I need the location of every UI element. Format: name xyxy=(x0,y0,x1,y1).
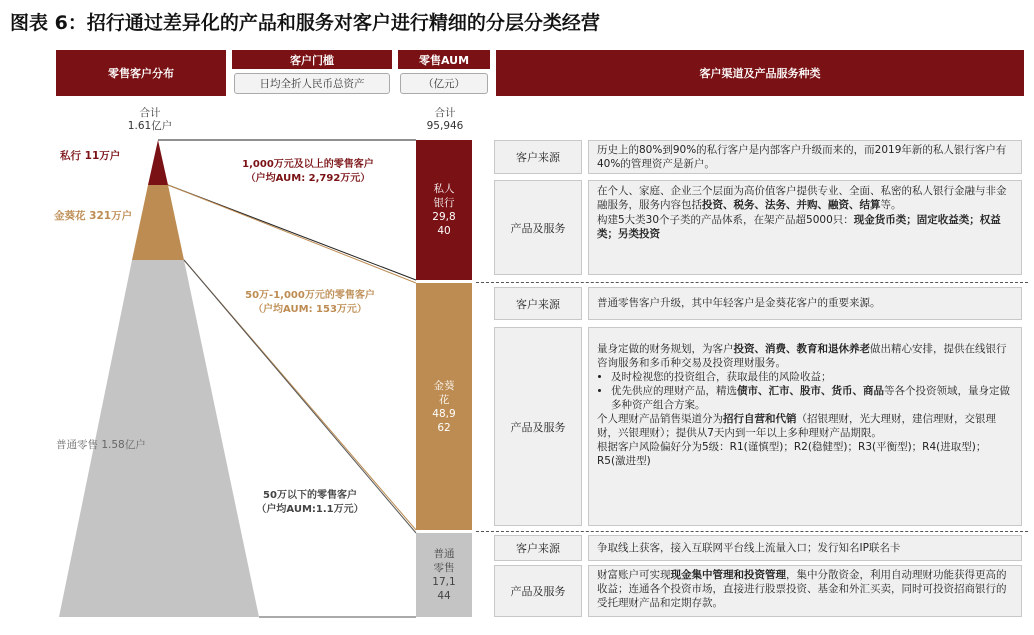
aum-bar-regular-line3: 17,1 xyxy=(432,576,456,588)
sunflower-p1-b: 投资、消费、教育和退休养老 xyxy=(733,343,870,355)
header-distribution: 零售客户分布 xyxy=(56,50,226,96)
header-aum-sub: （亿元） xyxy=(400,73,488,94)
customers-total-label: 合计 xyxy=(139,107,161,119)
regular-source-label: 客户来源 xyxy=(494,535,582,561)
sunflower-p2-a: 个人理财产品销售渠道分为 xyxy=(597,413,723,425)
aum-bar-sunflower-line3: 48,9 xyxy=(432,407,456,420)
private-product-text-1: 在个人、家庭、企业三个层面为高价值客户提供专业、全面、私密的私人银行金融与非金融服务，服务内容包括 xyxy=(597,185,1007,212)
private-product-bold-1: 投资、税务、法务、并购、融资、结算 xyxy=(702,199,881,212)
callout-private-line1: 1,000万元及以上的零售客户 xyxy=(242,159,374,170)
header-services: 客户渠道及产品服务种类 xyxy=(496,50,1024,96)
aum-bar-private-line2: 银行 xyxy=(433,197,455,209)
aum-bar-sunflower-line4: 62 xyxy=(437,421,451,434)
aum-bar-regular xyxy=(416,533,472,617)
figure-title: 图表 6：招行通过差异化的产品和服务对客户进行精细的分层分类经营 xyxy=(10,12,600,34)
header-aum: 零售AUM xyxy=(398,50,490,69)
callout-regular xyxy=(230,489,390,517)
sunflower-product-label: 产品及服务 xyxy=(494,327,582,526)
customers-total-value: 1.61亿户 xyxy=(127,120,173,132)
aum-bar-sunflower xyxy=(416,283,472,530)
sunflower-paragraph-3: 根据客户风险偏好分为5级：R1(谨慎型)；R2(稳健型)；R3(平衡型)；R4(进取型)；R5(激进型) xyxy=(597,441,987,467)
regular-product-label: 产品及服务 xyxy=(494,565,582,617)
regular-product-c: ，集中分散资金，利用自动理财功能获得更高的收益；连通各个投资市场，直接进行股票投资、基金和外汇买卖，同时可投资招商银行的受托理财产品和定期存款。 xyxy=(597,569,1007,609)
regular-product-a: 财富账户可实现 xyxy=(597,569,671,581)
callout-sunflower-line2: （户均AUM: 153万元） xyxy=(253,304,367,315)
sunflower-bullet-2 xyxy=(611,384,1013,412)
aum-bar-sunflower-line1: 金葵 xyxy=(433,379,455,392)
regular-source-text xyxy=(588,535,1022,561)
sunflower-bullet-2-a: 优先供应的理财产品，精选 xyxy=(611,385,737,397)
callout-regular-line2: （户均AUM:1.1万元） xyxy=(256,504,364,515)
sunflower-p1-a: 量身定做的财务规划，为客户 xyxy=(597,343,734,355)
sunflower-bullet-2-b: 债市、汇市、股市、货币、商品 xyxy=(737,385,884,397)
aum-bar-private-line3: 29,8 xyxy=(432,211,456,223)
private-product-text-2: 等。 xyxy=(880,199,902,212)
pyramid-sunflower-segment xyxy=(132,185,184,260)
callout-sunflower xyxy=(220,289,400,317)
sunflower-p2-b: 招行自营和代销 xyxy=(723,413,797,425)
aum-total-label: 合计 xyxy=(434,107,456,119)
sunflower-p2-c: （招银理财，光大理财，建信理财，交银理财，兴银理财）；提供从7天内到一年以上多种理财产品期限。 xyxy=(597,413,996,439)
sunflower-product-text xyxy=(588,327,1022,526)
tier-name-regular: 普通零售 1.58亿户 xyxy=(56,439,146,451)
sunflower-source-paragraph: 普通零售客户升级，其中年轻客户是金葵花客户的重要来源。 xyxy=(597,297,881,310)
sunflower-p1-c: 做出精心安排，提供在线银行咨询服务和多币种交易及投资理财服务。 xyxy=(597,343,1007,369)
private-product-text-3: 构建5大类30个子类的产品体系，在架产品超5000只： xyxy=(597,213,854,226)
callout-private-line2: （户均AUM: 2,792万元） xyxy=(245,173,371,184)
callout-sunflower-line1: 50万-1,000万元的零售客户 xyxy=(245,290,375,301)
header-threshold-sub: 日均全折人民币总资产 xyxy=(234,73,390,94)
sunflower-source-text xyxy=(588,287,1022,320)
aum-bar-private xyxy=(416,140,472,280)
separator-sunflower-regular xyxy=(476,531,1028,532)
regular-product-b: 现金集中管理和投资管理 xyxy=(670,569,786,581)
sunflower-bullet-2-c: 等各个投资领域，量身定做多种资产组合方案。 xyxy=(611,385,1010,411)
aum-bar-private-line4: 40 xyxy=(437,225,451,237)
private-source-text xyxy=(588,140,1022,174)
callout-private xyxy=(218,158,398,186)
sunflower-bullet-1: • 及时检视您的投资组合，获取最佳的风险收益； xyxy=(611,370,1013,384)
regular-product-paragraph xyxy=(597,568,1013,610)
callout-regular-line1: 50万以下的零售客户 xyxy=(263,490,357,501)
regular-source-paragraph: 争取线上获客，接入互联网平台线上流量入口；发行知名IP联名卡 xyxy=(597,541,901,554)
aum-bar-regular-line2: 零售 xyxy=(433,562,455,574)
private-product-bold-2: 现金货币类；固定收益类；权益类；另类投资 xyxy=(597,213,1001,241)
aum-bar-sunflower-line2: 花 xyxy=(438,393,450,406)
regular-product-text xyxy=(588,565,1022,617)
private-product-paragraph-2 xyxy=(597,213,1013,242)
aum-bar-regular-line4: 44 xyxy=(437,590,451,602)
separator-private-sunflower xyxy=(476,282,1028,283)
header-threshold: 客户门槛 xyxy=(232,50,392,69)
private-product-paragraph-1 xyxy=(597,184,1013,213)
tier-name-private: 私行 11万户 xyxy=(60,150,121,162)
tier-name-sunflower: 金葵花 321万户 xyxy=(54,210,133,222)
aum-bar-private-line1: 私人 xyxy=(433,183,455,195)
pyramid-private-segment xyxy=(148,140,168,185)
sunflower-paragraph-1 xyxy=(597,342,1013,370)
sunflower-bullet-list xyxy=(597,370,1013,412)
private-product-text xyxy=(588,180,1022,275)
connector-sunflower-top xyxy=(168,185,416,283)
private-source-paragraph: 历史上的80%到90%的私行客户是内部客户升级而来的，而2019年新的私人银行客户有40%的管理资产是新户。 xyxy=(597,144,1007,170)
private-source-label: 客户来源 xyxy=(494,140,582,174)
aum-bar-regular-line1: 普通 xyxy=(433,548,455,560)
aum-total-value: 95,946 xyxy=(426,120,464,132)
sunflower-source-label: 客户来源 xyxy=(494,287,582,320)
private-product-label: 产品及服务 xyxy=(494,180,582,275)
sunflower-paragraph-2 xyxy=(597,412,1013,440)
